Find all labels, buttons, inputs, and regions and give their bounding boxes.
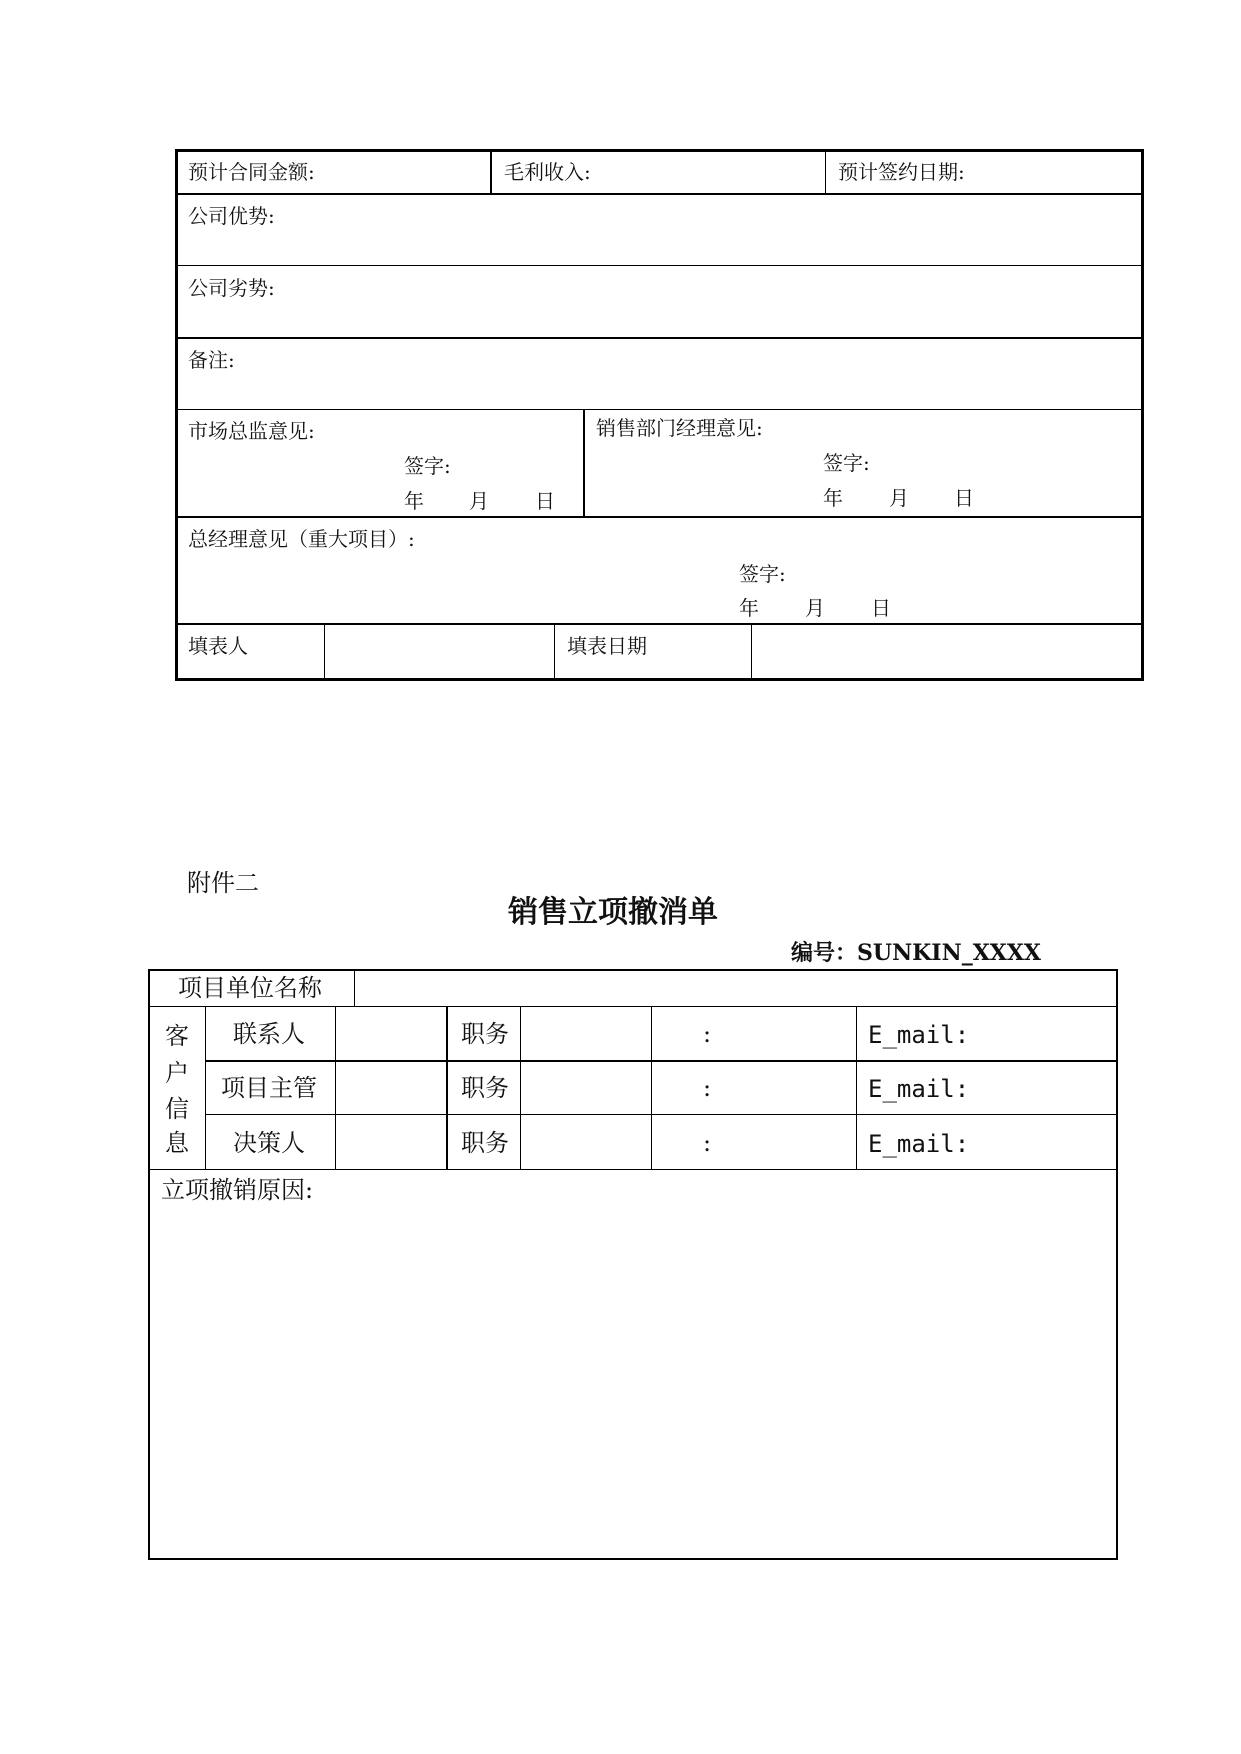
contact-role: 项目主管 <box>221 1074 317 1102</box>
contract-amount-label: 预计合同金额: <box>188 160 315 184</box>
cancel-reason-label: 立项撤销原因: <box>161 1176 314 1204</box>
position-label: 职务 <box>461 1074 509 1102</box>
gm-signature: 签字: <box>739 562 786 586</box>
remarks-label: 备注: <box>188 348 235 372</box>
market-director-day: 日 <box>535 489 555 513</box>
sales-manager-month: 月 <box>889 486 909 510</box>
colon-label: : <box>703 1074 712 1102</box>
contact-role: 决策人 <box>233 1129 305 1157</box>
advantages-label: 公司优势: <box>188 204 275 228</box>
sign-date-label: 预计签约日期: <box>838 160 965 184</box>
customer-info-char: 信 <box>165 1095 189 1123</box>
filler-label: 填表人 <box>188 634 248 658</box>
gm-year: 年 <box>739 596 759 620</box>
email-label: E_mail: <box>868 1021 970 1049</box>
sales-manager-label: 销售部门经理意见: <box>596 416 763 440</box>
form-number: 编号：SUNKIN_XXXX <box>791 940 1041 966</box>
market-director-signature: 签字: <box>404 454 451 478</box>
email-label: E_mail: <box>868 1075 970 1103</box>
email-label: E_mail: <box>868 1130 970 1158</box>
sales-manager-year: 年 <box>823 486 843 510</box>
colon-label: : <box>703 1129 712 1157</box>
colon-label: : <box>703 1020 712 1048</box>
customer-info-char: 客 <box>165 1022 189 1050</box>
disadvantages-label: 公司劣势: <box>188 276 275 300</box>
contact-role: 联系人 <box>233 1020 305 1048</box>
customer-info-char: 户 <box>165 1059 189 1087</box>
market-director-month: 月 <box>469 489 489 513</box>
sales-manager-signature: 签字: <box>823 451 870 475</box>
gm-day: 日 <box>871 596 891 620</box>
market-director-year: 年 <box>404 489 424 513</box>
form-title: 销售立项撤消单 <box>508 895 718 930</box>
gm-opinion-label: 总经理意见（重大项目）: <box>188 527 415 551</box>
position-label: 职务 <box>461 1020 509 1048</box>
gross-profit-label: 毛利收入: <box>504 160 591 184</box>
gm-month: 月 <box>805 596 825 620</box>
fill-date-label: 填表日期 <box>567 634 647 658</box>
market-director-label: 市场总监意见: <box>188 419 315 443</box>
project-unit-label: 项目单位名称 <box>178 974 322 1002</box>
attachment-label: 附件二 <box>187 869 259 897</box>
sales-manager-day: 日 <box>954 486 974 510</box>
customer-info-char: 息 <box>165 1129 189 1157</box>
position-label: 职务 <box>461 1129 509 1157</box>
